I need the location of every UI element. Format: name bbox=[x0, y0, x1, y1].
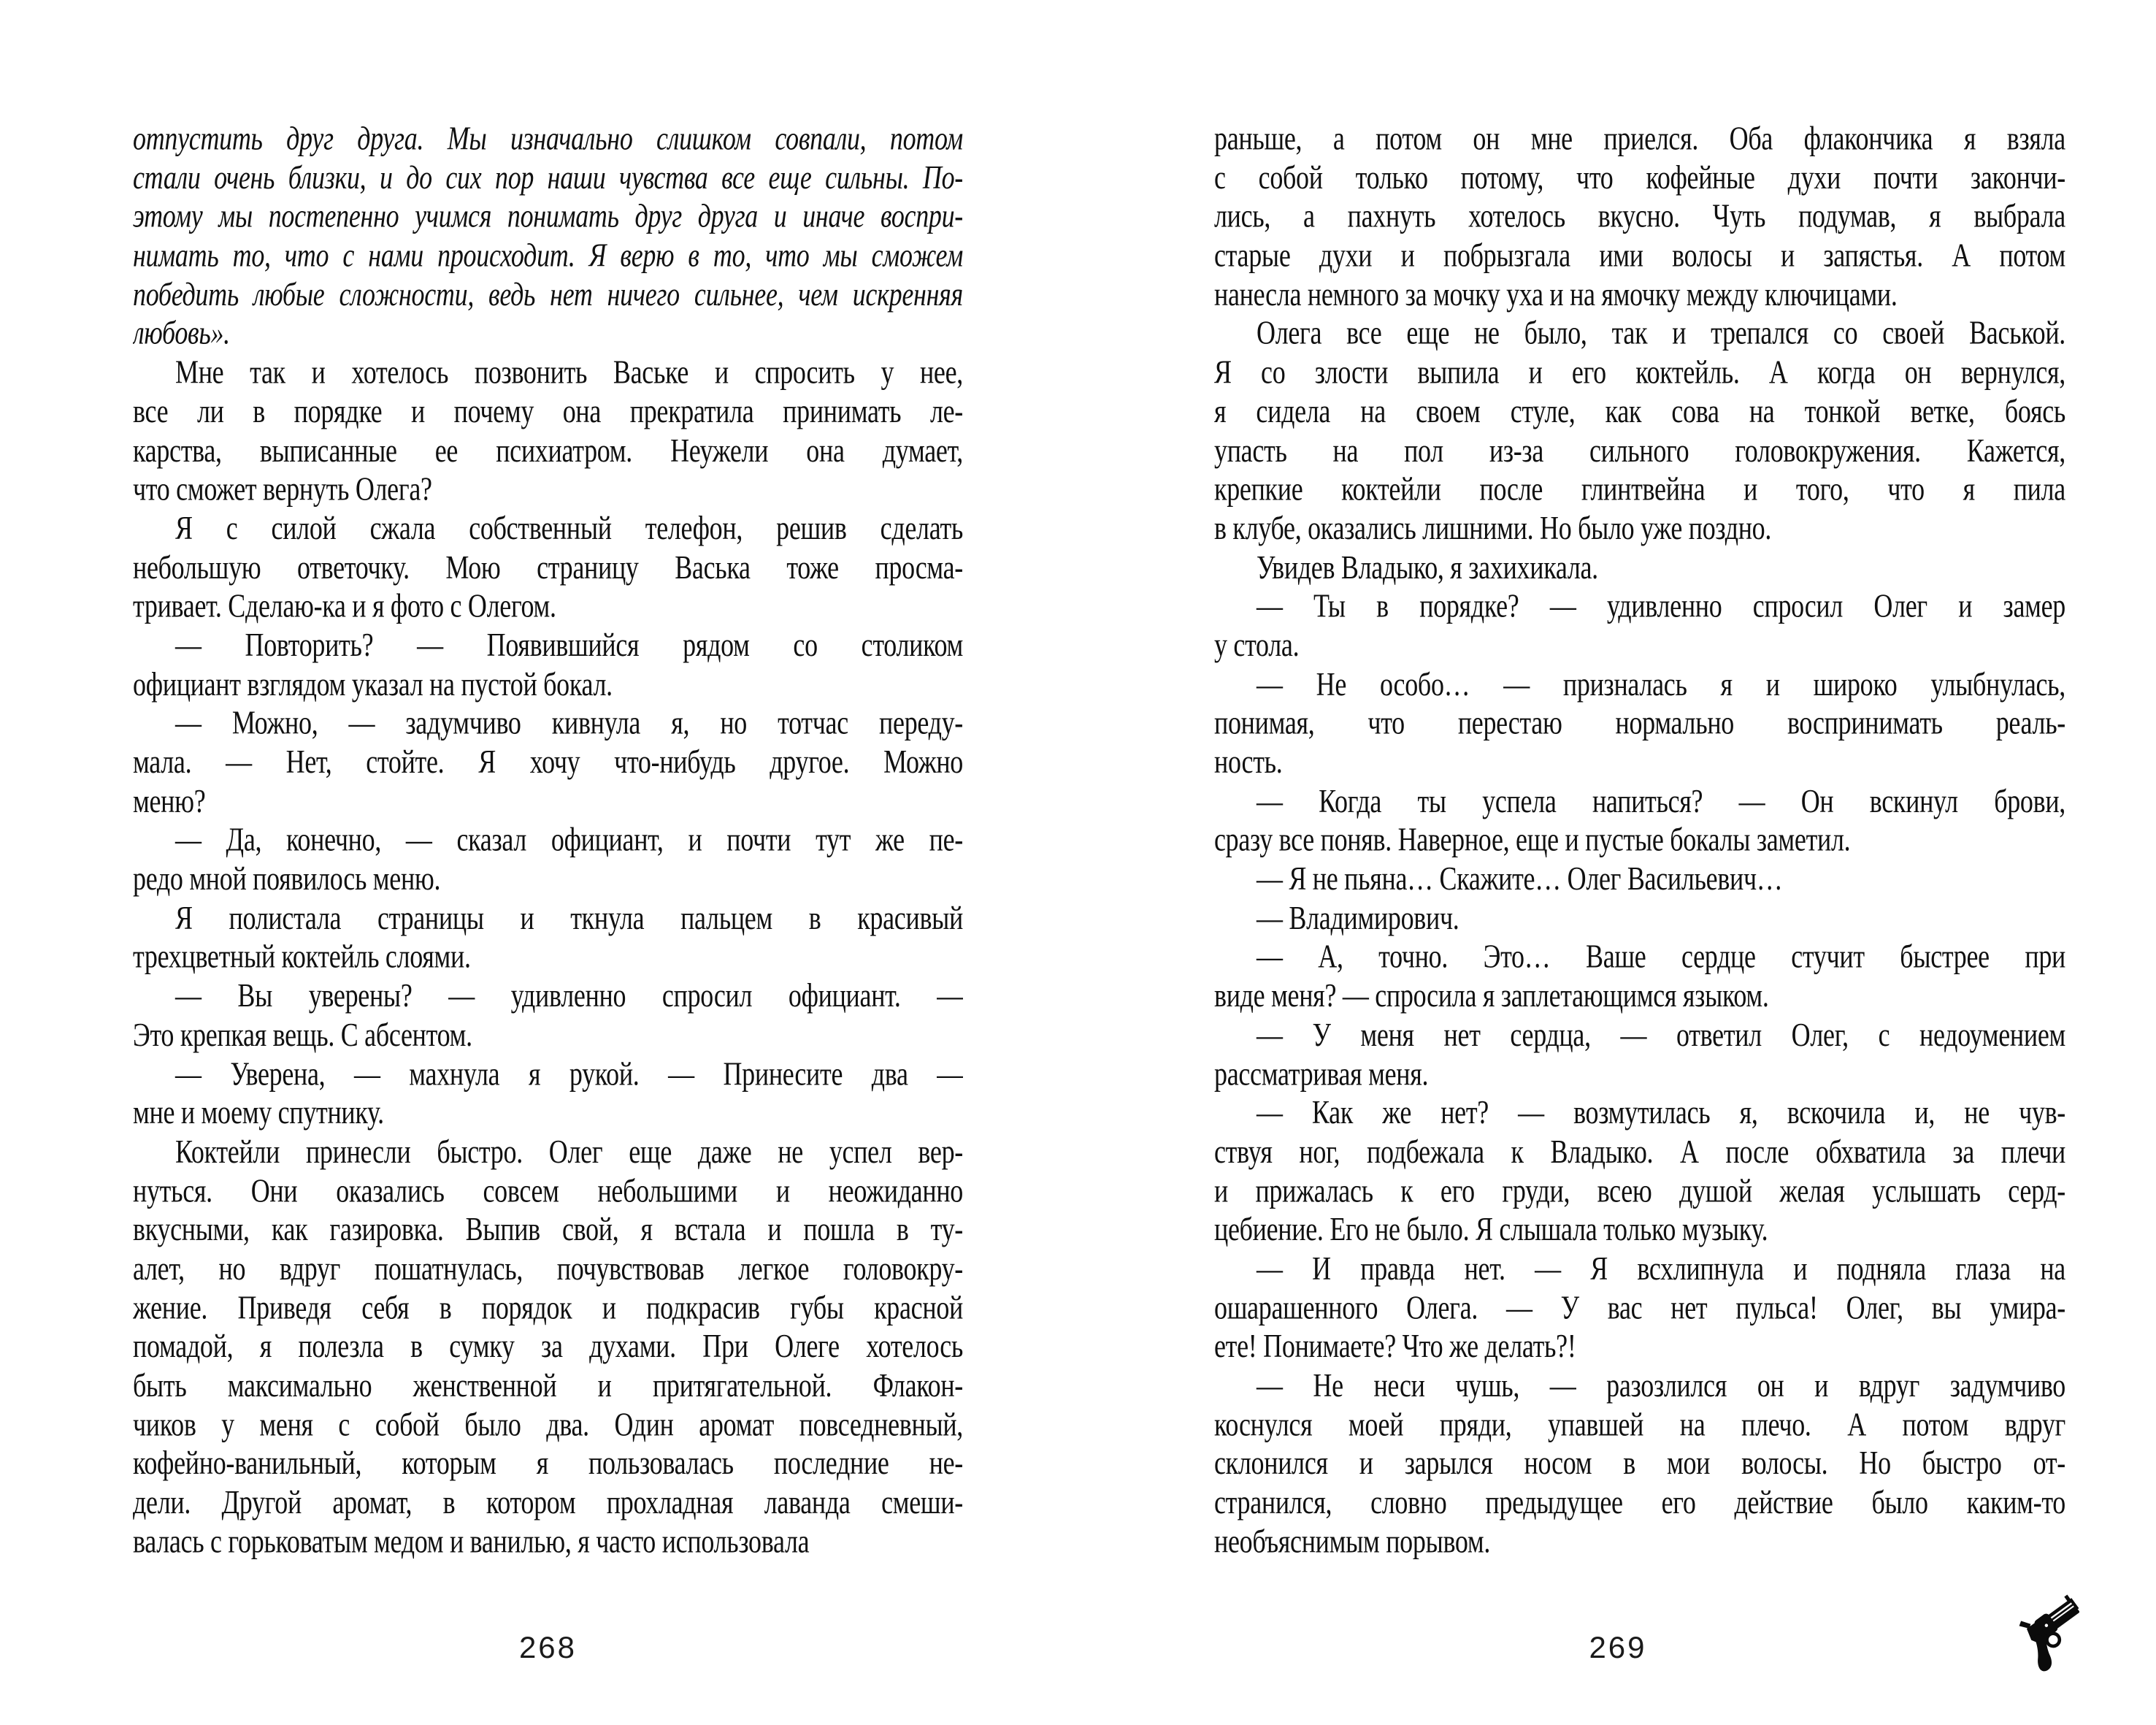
text-line: лись, а пахнуть хотелось вкусно. Чуть подумав, я выбрала bbox=[1214, 197, 2065, 234]
text-line: победить любые сложности, ведь нет ничего сильнее, чем искренняя bbox=[133, 275, 963, 313]
paragraph bbox=[133, 976, 963, 1055]
text-line: быть максимально женственной и притягательной. Флакон- bbox=[133, 1366, 963, 1404]
text-line: — Владимирович. bbox=[1257, 899, 1459, 936]
paragraph bbox=[133, 353, 963, 508]
text-line: жение. Приведя себя в порядок и подкрасив губы красной bbox=[133, 1289, 963, 1326]
text-line: Олега все еще не было, так и трепался со своей Васькой. bbox=[1257, 315, 2065, 352]
text-line: — Когда ты успела напиться? — Он вскинул брови, bbox=[1257, 782, 2065, 819]
left-page-text bbox=[133, 119, 963, 1561]
text-line: помадой, я полезла в сумку за духами. При Олеге хотелось bbox=[133, 1328, 963, 1365]
revolver-icon bbox=[2017, 1586, 2098, 1672]
text-line: — Повторить? — Появившийся рядом со столиком bbox=[175, 626, 963, 663]
text-line: ете! Понимаете? Что же делать?! bbox=[1214, 1328, 1576, 1365]
text-line: вкусными, как газировка. Выпив свой, я встала и пошла в ту- bbox=[133, 1211, 963, 1248]
text-line: все ли в порядке и почему она прекратила принимать ле- bbox=[133, 392, 963, 429]
paragraph bbox=[133, 820, 963, 898]
text-line: трехцветный коктейль слоями. bbox=[133, 938, 471, 975]
paragraph bbox=[1214, 1366, 2065, 1561]
text-line: крепкие коктейли после глинтвейна и того, что я пила bbox=[1214, 470, 2065, 508]
text-line: — Ты в порядке? — удивленно спросил Олег и замер bbox=[1257, 587, 2065, 624]
text-line: кофейно-ванильный, которым я пользовалась последние не- bbox=[133, 1445, 963, 1482]
text-line: нуться. Они оказались совсем небольшими и неожиданно bbox=[133, 1171, 963, 1209]
text-line: цебиение. Его не было. Я слышала только музыку. bbox=[1214, 1211, 1768, 1248]
text-line: — Уверена, — махнула я рукой. — Принесите два — bbox=[175, 1055, 963, 1092]
text-line: небольшую ответочку. Мою страницу Васька тоже просма- bbox=[133, 548, 963, 586]
paragraph bbox=[1214, 781, 2065, 860]
paragraph bbox=[133, 119, 963, 353]
text-line: виде меня? — спросила я заплетающимся языком. bbox=[1214, 977, 1769, 1014]
text-line: чиков у меня с собой было два. Один аромат повседневный, bbox=[133, 1406, 963, 1443]
paragraph bbox=[1214, 1015, 2065, 1093]
text-line: ствуя ног, подбежала к Владыко. А после обхватила за плечи bbox=[1214, 1133, 2065, 1170]
text-line: склонился и зарылся носом в мои волосы. Но быстро от- bbox=[1214, 1445, 2065, 1482]
text-line: — Вы уверены? — удивленно спросил официант. — bbox=[175, 977, 963, 1014]
paragraph bbox=[1214, 938, 2065, 1016]
text-line: Мне так и хотелось позвонить Ваське и спросить у нее, bbox=[175, 353, 963, 391]
text-line: Я полистала страницы и ткнула пальцем в красивый bbox=[175, 899, 963, 936]
text-line: нанесла немного за мочку уха и на ямочку между ключицами. bbox=[1214, 275, 1898, 313]
right-page-text bbox=[1214, 119, 2065, 1561]
text-line: у стола. bbox=[1214, 626, 1300, 663]
text-line: с собой только потому, что кофейные духи почти закончи- bbox=[1214, 158, 2065, 196]
text-line: Я со злости выпила и его коктейль. А когда он вернулся, bbox=[1214, 353, 2065, 391]
text-line: что сможет вернуть Олега? bbox=[133, 470, 432, 508]
text-line: — У меня нет сердца, — ответил Олег, с недоумением bbox=[1257, 1016, 2065, 1053]
paragraph bbox=[133, 703, 963, 820]
text-line: — Как же нет? — возмутилась я, вскочила и, не чув- bbox=[1257, 1094, 2065, 1131]
text-line: — Не особо… — призналась я и широко улыбнулась, bbox=[1257, 665, 2065, 703]
paragraph bbox=[1214, 314, 2065, 548]
paragraph bbox=[1214, 665, 2065, 781]
paragraph bbox=[133, 1132, 963, 1561]
paragraph bbox=[1214, 860, 2065, 898]
text-line: карства, выписанные ее психиатром. Неужели она думает, bbox=[133, 432, 963, 469]
paragraph bbox=[1214, 1249, 2065, 1366]
text-line: — Да, конечно, — сказал официант, и почти тут же пе- bbox=[175, 821, 963, 858]
text-line: мала. — Нет, стойте. Я хочу что-нибудь другое. Можно bbox=[133, 743, 963, 780]
text-line: — Можно, — задумчиво кивнула я, но тотчас переду- bbox=[175, 704, 963, 741]
text-line: коснулся моей пряди, упавшей на плечо. А потом вдруг bbox=[1214, 1406, 2065, 1443]
text-line: Увидев Владыко, я захихикала. bbox=[1257, 548, 1598, 586]
text-line: странился, словно предыдущее его действие было каким-то bbox=[1214, 1483, 2065, 1521]
text-line: — И правда нет. — Я всхлипнула и подняла глаза на bbox=[1257, 1250, 2065, 1287]
text-line: редо мной появилось меню. bbox=[133, 860, 441, 898]
text-line: раньше, а потом он мне приелся. Оба флакончика я взяла bbox=[1214, 120, 2065, 157]
paragraph bbox=[1214, 1093, 2065, 1249]
text-line: — Я не пьяна… Скажите… Олег Васильевич… bbox=[1257, 860, 1783, 898]
text-line: Это крепкая вещь. С абсентом. bbox=[133, 1016, 472, 1053]
text-line: понимая, что перестаю нормально воспринимать реаль- bbox=[1214, 704, 2065, 741]
text-line: в клубе, оказались лишними. Но было уже поздно. bbox=[1214, 509, 1772, 546]
text-line: рассматривая меня. bbox=[1214, 1055, 1429, 1092]
paragraph bbox=[133, 1055, 963, 1133]
text-line: и прижалась к его груди, всею душой желая услышать серд- bbox=[1214, 1171, 2065, 1209]
paragraph bbox=[133, 509, 963, 626]
paragraph bbox=[133, 626, 963, 704]
text-line: алет, но вдруг пошатнулась, почувствовав легкое головокру- bbox=[133, 1250, 963, 1287]
text-line: этому мы постепенно учимся понимать друг друга и иначе воспри- bbox=[133, 197, 963, 234]
text-line: официант взглядом указал на пустой бокал. bbox=[133, 665, 613, 703]
text-line: старые духи и побрызгала ими волосы и запястья. А потом bbox=[1214, 237, 2065, 274]
text-line: мне и моему спутнику. bbox=[133, 1094, 384, 1131]
text-line: стали очень близки, и до сих пор наши чувства все еще сильны. По- bbox=[133, 158, 963, 196]
paragraph bbox=[1214, 548, 2065, 586]
text-line: необъяснимым порывом. bbox=[1214, 1523, 1491, 1560]
text-line: нимать то, что с нами происходит. Я верю в то, что мы сможем bbox=[133, 237, 963, 274]
page-number-right: 269 bbox=[1589, 1630, 1647, 1664]
text-line: ность. bbox=[1214, 743, 1283, 780]
text-line: — А, точно. Это… Ваше сердце стучит быстрее при bbox=[1257, 938, 2065, 975]
text-line: дели. Другой аромат, в котором прохладная лаванда смеши- bbox=[133, 1483, 963, 1521]
paragraph bbox=[1214, 898, 2065, 937]
text-line: Я с силой сжала собственный телефон, решив сделать bbox=[175, 509, 963, 546]
text-line: отпустить друг друга. Мы изначально слишком совпали, потом bbox=[133, 120, 963, 157]
text-line: меню? bbox=[133, 782, 206, 819]
text-line: сразу все поняв. Наверное, еще и пустые бокалы заметил. bbox=[1214, 821, 1851, 858]
text-line: упасть на пол из-за сильного головокружения. Кажется, bbox=[1214, 432, 2065, 469]
text-line: тривает. Сделаю-ка и я фото с Олегом. bbox=[133, 587, 556, 624]
text-line: любовь». bbox=[133, 315, 230, 352]
text-line: я сидела на своем стуле, как сова на тонкой ветке, боясь bbox=[1214, 392, 2065, 429]
paragraph bbox=[1214, 119, 2065, 314]
page-number-left: 268 bbox=[518, 1630, 578, 1664]
text-line: Коктейли принесли быстро. Олег еще даже не успел вер- bbox=[175, 1133, 963, 1170]
paragraph bbox=[1214, 586, 2065, 665]
text-line: валась с горьковатым медом и ванилью, я часто использовала bbox=[133, 1523, 810, 1560]
paragraph bbox=[133, 898, 963, 976]
text-line: — Не неси чушь, — разозлился он и вдруг задумчиво bbox=[1257, 1366, 2065, 1404]
text-line: ошарашенного Олега. — У вас нет пульса! Олег, вы умира- bbox=[1214, 1289, 2065, 1326]
